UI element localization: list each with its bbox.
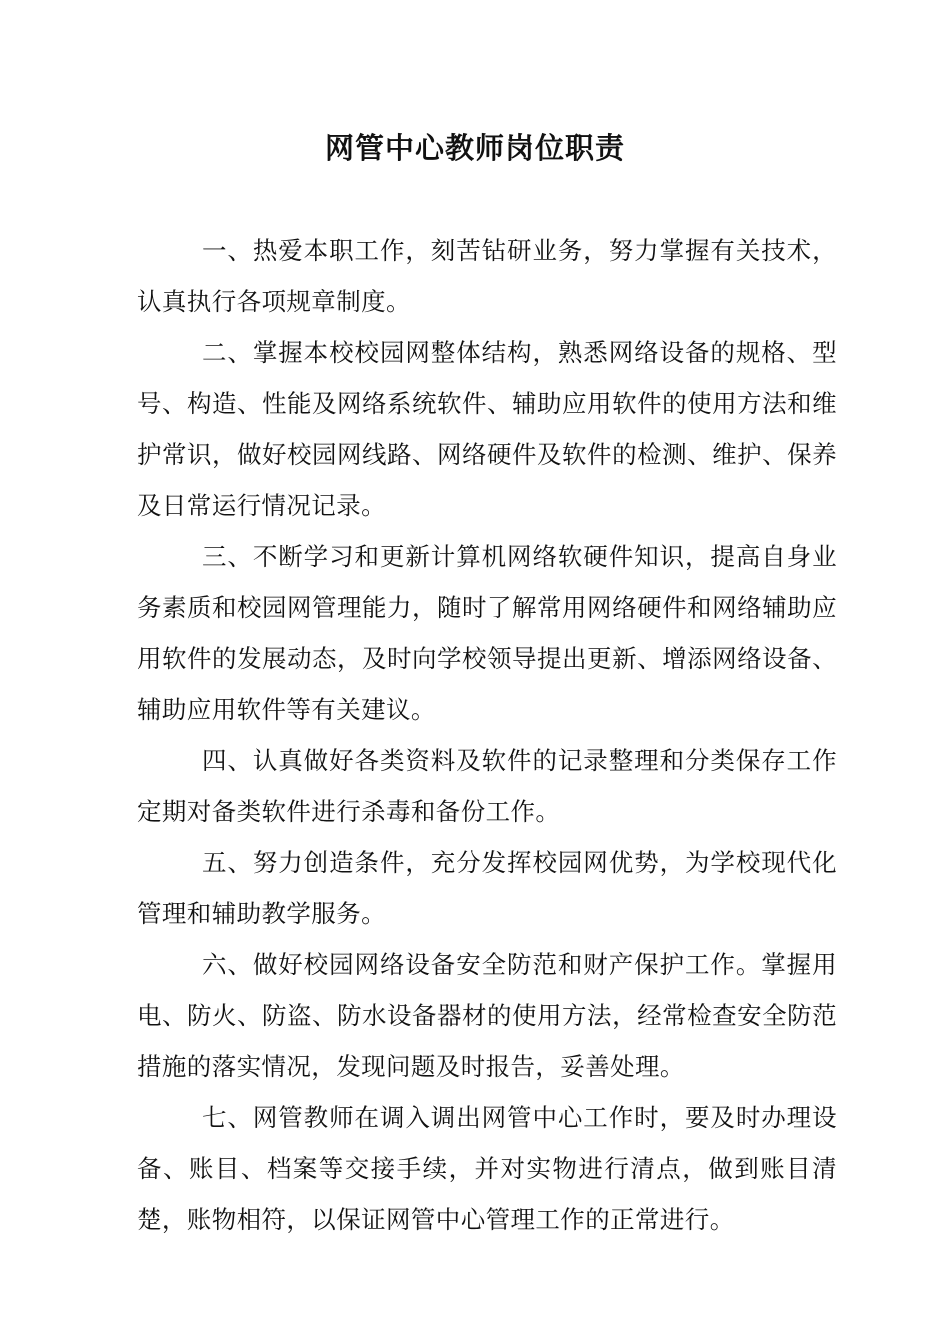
duty-paragraph-1: 一、热爱本职工作，刻苦钻研业务，努力掌握有关技术，认真执行各项规章制度。 bbox=[137, 236, 837, 316]
document-title: 网管中心教师岗位职责 bbox=[324, 131, 625, 165]
duty-paragraph-4: 四、认真做好各类资料及软件的记录整理和分类保存工作定期对备类软件进行杀毒和备份工作。 bbox=[137, 746, 837, 826]
duty-paragraph-5: 五、努力创造条件，充分发挥校园网优势，为学校现代化管理和辅助教学服务。 bbox=[137, 848, 837, 928]
document-body bbox=[137, 225, 837, 1245]
duty-paragraph-3: 三、不断学习和更新计算机网络软硬件知识，提高自身业务素质和校园网管理能力，随时了解常用网络硬件和网络辅助应用软件的发展动态，及时向学校领导提出更新、增添网络设备、辅助应用软件等有关建议。 bbox=[137, 542, 837, 724]
duty-paragraph-2: 二、掌握本校校园网整体结构，熟悉网络设备的规格、型号、构造、性能及网络系统软件、辅助应用软件的使用方法和维护常识，做好校园网线路、网络硬件及软件的检测、维护、保养及日常运行情况记录。 bbox=[137, 338, 837, 520]
duty-paragraph-6: 六、做好校园网络设备安全防范和财产保护工作。掌握用电、防火、防盗、防水设备器材的使用方法，经常检查安全防范措施的落实情况，发现问题及时报告，妥善处理。 bbox=[137, 950, 837, 1081]
duty-paragraph-7: 七、网管教师在调入调出网管中心工作时，要及时办理设备、账目、档案等交接手续，并对实物进行清点，做到账目清楚，账物相符，以保证网管中心管理工作的正常进行。 bbox=[137, 1103, 837, 1234]
